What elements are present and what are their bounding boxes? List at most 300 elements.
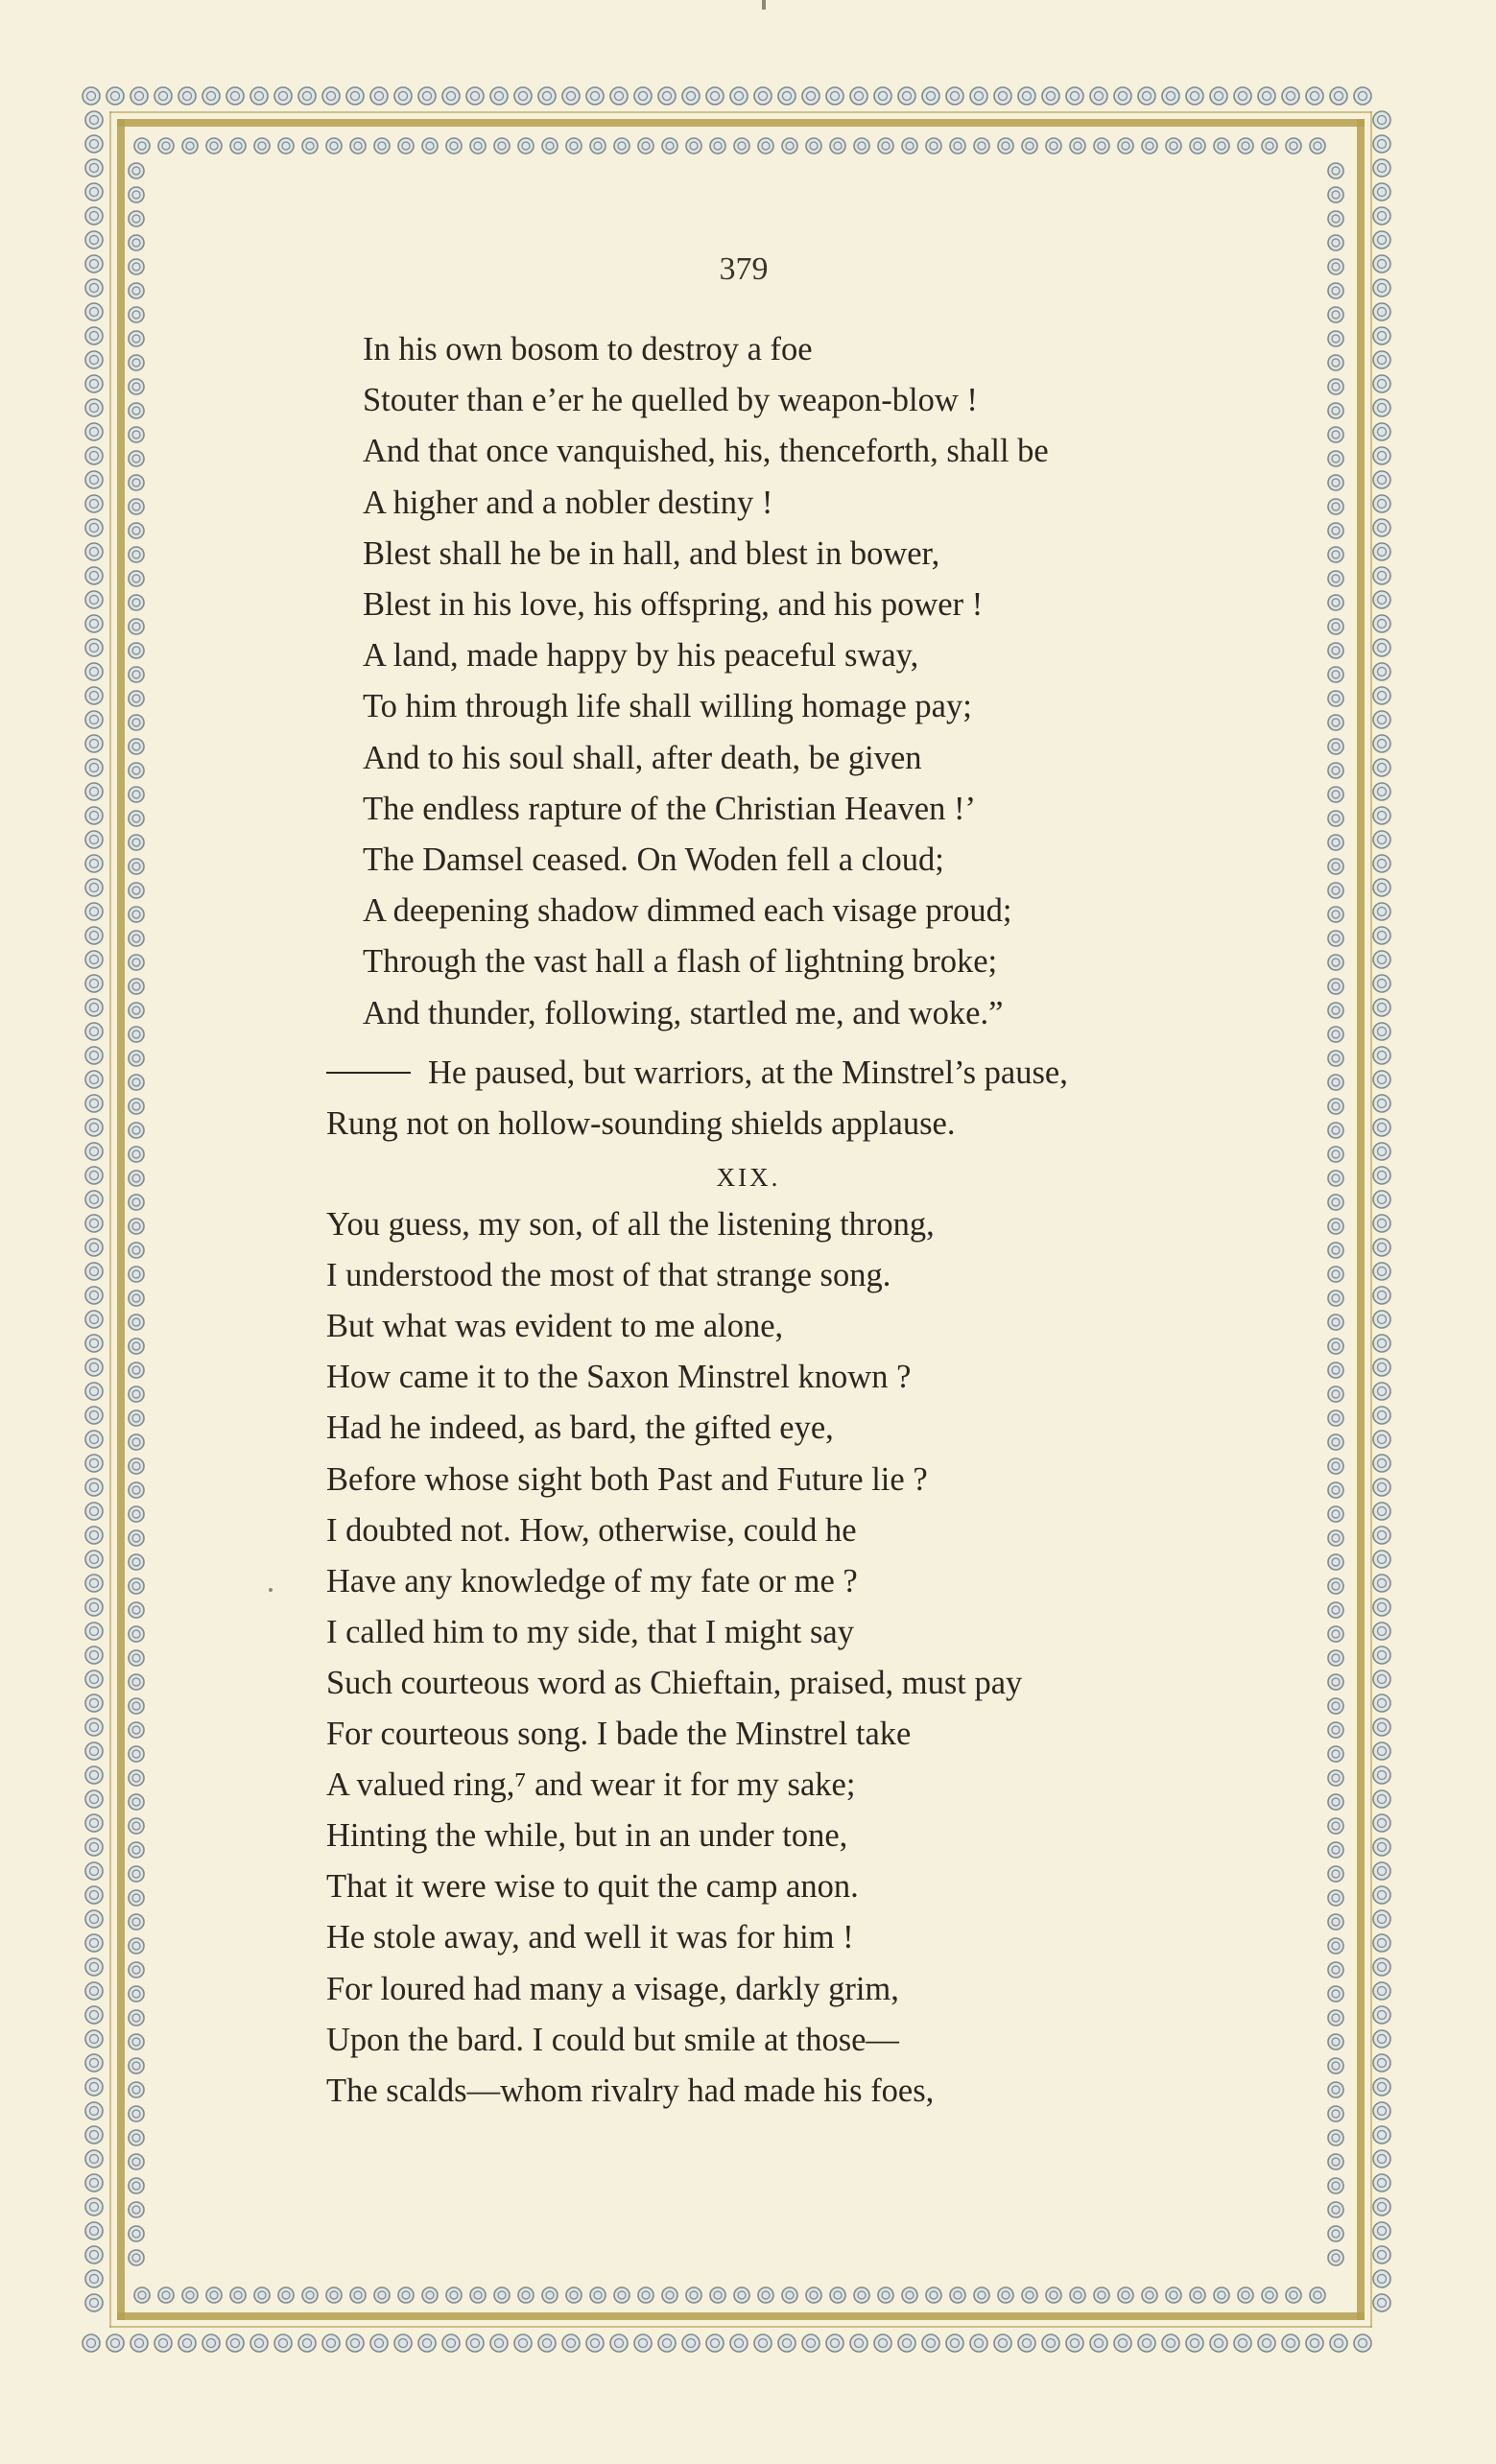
bead-ornament [1373, 1071, 1390, 1088]
bead-ornament [85, 1503, 103, 1520]
bead-ornament [1328, 1986, 1343, 2002]
bead-ornament [1328, 1219, 1343, 1234]
bead-ornament [1070, 2287, 1085, 2303]
bead-ornament [85, 2246, 103, 2263]
bead-ornament [85, 1455, 103, 1472]
verse-line: Blest shall he be in hall, and blest in bower, [363, 534, 940, 572]
bead-ornament [85, 2150, 103, 2168]
bead-ornament [129, 1195, 144, 1210]
verse-line: A higher and a nobler destiny ! [363, 484, 773, 521]
bead-ornament [1373, 711, 1390, 728]
bead-ornament [83, 2334, 100, 2352]
bead-ornament [85, 1551, 103, 1568]
bead-ornament [129, 1722, 144, 1738]
bead-ornament [129, 355, 144, 370]
bead-ornament [562, 87, 580, 105]
bead-ornament [1328, 763, 1343, 778]
bead-ornament [634, 2334, 652, 2352]
bead-ornament [394, 2334, 412, 2352]
bead-ornament [298, 2334, 316, 2352]
bead-ornament [1373, 759, 1390, 776]
bead-ornament [566, 2287, 582, 2303]
bead-ornament [85, 1838, 103, 1856]
bead-ornament [129, 2250, 144, 2265]
bead-ornament [1328, 595, 1343, 610]
bead-ornament [85, 495, 103, 512]
bead-ornament [1328, 1147, 1343, 1162]
bead-ornament [1373, 1814, 1390, 1832]
bead-ornament [1373, 1215, 1390, 1232]
bead-ornament [85, 1814, 103, 1832]
bead-ornament [806, 138, 821, 154]
bead-ornament [898, 2334, 915, 2352]
verse-line: The endless rapture of the Christian Heaven !’ [363, 790, 976, 827]
bead-ornament [994, 2334, 1011, 2352]
pause-dash [326, 1072, 411, 1074]
bead-ornament [538, 87, 556, 105]
verse-line: Hinting the while, but in an under tone, [326, 1817, 848, 1855]
bead-ornament [466, 2334, 484, 2352]
bead-ornament [129, 595, 144, 610]
bead-ornament [1373, 903, 1390, 920]
bead-ornament [1328, 1602, 1343, 1618]
bead-ornament [1373, 2246, 1390, 2263]
bead-ornament [1373, 783, 1390, 800]
bead-ornament [1328, 307, 1343, 322]
verse-line: Blest in his love, his offspring, and his power ! [363, 586, 984, 623]
bead-ornament [1373, 159, 1390, 177]
bead-ornament [1328, 643, 1343, 658]
bead-ornament [1328, 1506, 1343, 1522]
bead-ornament [1373, 135, 1390, 153]
verse-line: But what was evident to me alone, [326, 1308, 784, 1345]
bead-ornament [129, 691, 144, 706]
bead-ornament [1373, 1862, 1390, 1880]
bead-ornament [85, 1766, 103, 1784]
bead-ornament [85, 1599, 103, 1616]
bead-ornament [85, 1886, 103, 1904]
bead-ornament [1118, 2287, 1133, 2303]
bead-ornament [1042, 2334, 1059, 2352]
bead-ornament [1286, 2287, 1301, 2303]
bead-ornament [1258, 87, 1275, 105]
gold-frame-rule [109, 111, 111, 2328]
bead-ornament [658, 2334, 676, 2352]
bead-ornament [422, 138, 438, 154]
bead-ornament [1310, 138, 1325, 154]
bead-ornament [1328, 1315, 1343, 1330]
bead-ornament [85, 303, 103, 320]
bead-ornament [1354, 2334, 1371, 2352]
bead-ornament [129, 715, 144, 730]
verse-line: For courteous song. I bade the Minstrel take [326, 1716, 912, 1752]
verse-line: A deepening shadow dimmed each visage proud; [363, 892, 1012, 930]
bead-ornament [206, 2287, 222, 2303]
bead-ornament [1328, 1530, 1343, 1546]
bead-ornament [1328, 499, 1343, 514]
bead-ornament [1328, 1746, 1343, 1762]
bead-ornament [878, 2287, 893, 2303]
bead-ornament [1373, 1143, 1390, 1160]
bead-ornament [1328, 1003, 1343, 1018]
bead-ornament [1373, 1670, 1390, 1688]
bead-ornament [129, 2178, 144, 2193]
bead-ornament [1162, 2334, 1179, 2352]
bead-ornament [129, 859, 144, 874]
bead-ornament [1373, 327, 1390, 344]
bead-ornament [1142, 138, 1157, 154]
verse-line: Such courteous word as Chieftain, praised, must pay [326, 1664, 1023, 1701]
bead-ornament [1328, 1722, 1343, 1738]
bead-ornament [85, 1071, 103, 1088]
bead-ornament [1328, 1770, 1343, 1786]
bead-ornament [1328, 2058, 1343, 2073]
bead-ornament [922, 2334, 939, 2352]
bead-ornament [1328, 1554, 1343, 1570]
bead-ornament [129, 1051, 144, 1066]
bead-ornament [278, 2287, 294, 2303]
bead-ornament [129, 1458, 144, 1474]
bead-ornament [1373, 1407, 1390, 1424]
bead-ornament [1373, 1694, 1390, 1712]
bead-ornament [85, 1982, 103, 2000]
bead-ornament [158, 138, 174, 154]
bead-ornament [398, 2287, 414, 2303]
bead-ornament [85, 1191, 103, 1208]
bead-ornament [1373, 1191, 1390, 1208]
bead-ornament [610, 2334, 628, 2352]
bead-ornament [1306, 87, 1323, 105]
bead-ornament [1328, 1650, 1343, 1666]
bead-ornament [418, 2334, 436, 2352]
bead-ornament [902, 2287, 917, 2303]
bead-ornament [85, 999, 103, 1016]
bead-ornament [590, 138, 606, 154]
bead-ornament [1162, 87, 1179, 105]
bead-ornament [1328, 787, 1343, 802]
bead-ornament [1328, 2202, 1343, 2217]
bead-ornament [1373, 567, 1390, 584]
bead-ornament [1373, 951, 1390, 968]
bead-ornament [346, 87, 364, 105]
bead-ornament [706, 87, 724, 105]
bead-ornament [129, 1027, 144, 1042]
bead-ornament [202, 2334, 220, 2352]
bead-ornament [129, 1938, 144, 1954]
bead-ornament [1373, 1479, 1390, 1496]
bead-ornament [1328, 1075, 1343, 1090]
verse-line: A land, made happy by his peaceful sway, [363, 637, 919, 675]
bead-ornament [1118, 138, 1133, 154]
bead-ornament [1330, 87, 1347, 105]
bead-ornament [1373, 591, 1390, 608]
bead-ornament [970, 87, 987, 105]
bead-ornament [85, 111, 103, 129]
bead-ornament [85, 1215, 103, 1232]
bead-ornament [1373, 1095, 1390, 1112]
bead-ornament [322, 87, 340, 105]
bead-ornament [1262, 2287, 1277, 2303]
bead-ornament [129, 475, 144, 490]
bead-ornament [514, 87, 532, 105]
bead-ornament [758, 2287, 773, 2303]
bead-ornament [1373, 471, 1390, 488]
bead-ornament [1022, 138, 1037, 154]
bead-ornament [129, 1650, 144, 1666]
bead-ornament [1373, 1910, 1390, 1928]
bead-ornament [566, 138, 582, 154]
bead-ornament [370, 87, 388, 105]
bead-ornament [134, 138, 150, 154]
bead-ornament [442, 87, 460, 105]
bead-ornament [1210, 2334, 1227, 2352]
bead-ornament [1328, 187, 1343, 202]
bead-ornament [129, 283, 144, 298]
verse-line: To him through life shall willing homage pay; [363, 688, 972, 725]
bead-ornament [346, 2334, 364, 2352]
bead-ornament [1190, 2287, 1205, 2303]
bead-ornament [350, 138, 366, 154]
bead-ornament [129, 1674, 144, 1690]
bead-ornament [1328, 235, 1343, 250]
bead-ornament [129, 1147, 144, 1162]
bead-ornament [129, 1866, 144, 1882]
bead-ornament [778, 87, 795, 105]
bead-ornament [131, 87, 148, 105]
bead-ornament [590, 2287, 606, 2303]
bead-ornament [129, 1267, 144, 1282]
bead-ornament [85, 783, 103, 800]
bead-ornament [1373, 1431, 1390, 1448]
bead-ornament [1328, 475, 1343, 490]
bead-ornament [85, 879, 103, 896]
bead-ornament [85, 1647, 103, 1664]
bead-ornament [129, 1890, 144, 1906]
bead-ornament [1328, 379, 1343, 394]
bead-ornament [350, 2287, 366, 2303]
bead-ornament [129, 187, 144, 202]
bead-ornament [129, 2106, 144, 2121]
bead-ornament [830, 2287, 845, 2303]
bead-ornament [1373, 1551, 1390, 1568]
bead-ornament [1373, 1311, 1390, 1328]
bead-ornament [758, 138, 773, 154]
bead-ornament [1328, 1410, 1343, 1426]
bead-ornament [1282, 2334, 1299, 2352]
bead-ornament [129, 787, 144, 802]
bead-ornament [1328, 1123, 1343, 1138]
bead-ornament [107, 2334, 124, 2352]
bead-ornament [85, 1143, 103, 1160]
verse-line: Had he indeed, as bard, the gifted eye, [326, 1410, 834, 1447]
bead-ornament [1328, 1051, 1343, 1066]
bead-ornament [1373, 687, 1390, 704]
bead-ornament [158, 2287, 174, 2303]
bead-ornament [85, 951, 103, 968]
bead-ornament [1373, 2030, 1390, 2048]
bead-ornament [226, 2334, 244, 2352]
bead-ornament [1373, 615, 1390, 632]
bead-ornament [1373, 831, 1390, 848]
bead-ornament [129, 1410, 144, 1426]
verse-line: I understood the most of that strange song. [326, 1257, 891, 1294]
bead-ornament [1328, 2106, 1343, 2121]
bead-ornament [1328, 1938, 1343, 1954]
bead-ornament [250, 87, 268, 105]
bead-ornament [1262, 138, 1277, 154]
bead-ornament [850, 2334, 867, 2352]
bead-ornament [1373, 855, 1390, 872]
bead-ornament [1328, 1171, 1343, 1186]
bead-ornament [85, 2030, 103, 2048]
bead-ornament [1373, 1599, 1390, 1616]
bead-ornament [182, 2287, 198, 2303]
bead-ornament [446, 138, 462, 154]
bead-ornament [1328, 1291, 1343, 1306]
bead-ornament [85, 1670, 103, 1688]
bead-ornament [1328, 691, 1343, 706]
verse-line: Through the vast hall a flash of lightning broke; [363, 943, 998, 981]
bead-ornament [178, 2334, 196, 2352]
bead-ornament [734, 138, 749, 154]
bead-ornament [85, 615, 103, 632]
bead-ornament [826, 87, 843, 105]
bead-ornament [1373, 2102, 1390, 2120]
bead-ornament [85, 1694, 103, 1712]
bead-ornament [326, 2287, 342, 2303]
bead-ornament [85, 663, 103, 680]
bead-ornament [154, 87, 172, 105]
bead-ornament [1328, 1386, 1343, 1402]
bead-ornament [1114, 2334, 1131, 2352]
bead-ornament [1328, 859, 1343, 874]
bead-ornament [1373, 2222, 1390, 2239]
bead-ornament [85, 831, 103, 848]
bead-ornament [1238, 138, 1253, 154]
bead-ornament [782, 138, 797, 154]
bead-ornament [85, 1383, 103, 1400]
bead-ornament [1328, 211, 1343, 226]
bead-ornament [1022, 2287, 1037, 2303]
bead-ornament [1373, 375, 1390, 392]
bead-ornament [274, 2334, 292, 2352]
bead-ornament [1373, 543, 1390, 560]
verse-line: The Damsel ceased. On Woden fell a cloud; [363, 841, 944, 878]
bead-ornament [778, 2334, 795, 2352]
bead-ornament [129, 2130, 144, 2145]
bead-ornament [129, 2154, 144, 2169]
bead-ornament [638, 138, 653, 154]
bead-ornament [850, 87, 867, 105]
bead-ornament [85, 1119, 103, 1136]
bead-ornament [1258, 2334, 1275, 2352]
bead-ornament [1328, 1458, 1343, 1474]
bead-ornament [85, 639, 103, 656]
verse-line: He stole away, and well it was for him ! [326, 1919, 854, 1956]
verse-line: Before whose sight both Past and Future lie ? [326, 1460, 928, 1498]
bead-ornament [1328, 547, 1343, 562]
bead-ornament [1328, 1698, 1343, 1714]
bead-ornament [1328, 2034, 1343, 2049]
bead-ornament [129, 211, 144, 226]
bead-ornament [85, 591, 103, 608]
bead-ornament [129, 403, 144, 418]
bead-ornament [85, 2294, 103, 2311]
bead-ornament [1373, 1575, 1390, 1592]
bead-ornament [1328, 1962, 1343, 1978]
bead-ornament [1046, 2287, 1061, 2303]
bead-ornament [610, 87, 628, 105]
bead-ornament [85, 687, 103, 704]
verse-line: And to his soul shall, after death, be given [363, 739, 922, 776]
bead-ornament [782, 2287, 797, 2303]
bead-ornament [974, 2287, 989, 2303]
bead-ornament [826, 2334, 843, 2352]
bead-ornament [998, 138, 1013, 154]
bead-ornament [1373, 111, 1390, 129]
bead-ornament [1328, 451, 1343, 466]
bead-ornament [1328, 1842, 1343, 1858]
bead-ornament [1373, 1718, 1390, 1736]
bead-ornament [1373, 303, 1390, 320]
bead-ornament [85, 1862, 103, 1880]
bead-ornament [85, 807, 103, 824]
bead-ornament [1373, 1455, 1390, 1472]
bead-ornament [254, 138, 270, 154]
bead-ornament [1328, 331, 1343, 346]
bead-ornament [394, 87, 412, 105]
verse-line: And thunder, following, startled me, and woke.” [363, 994, 1004, 1031]
bead-ornament [85, 759, 103, 776]
bead-ornament [85, 2006, 103, 2024]
bead-ornament [926, 2287, 941, 2303]
verse-line: For loured had many a visage, darkly grim, [326, 1970, 899, 2007]
bead-ornament [1373, 423, 1390, 440]
bead-ornament [85, 279, 103, 296]
bead-ornament [1373, 1047, 1390, 1064]
bead-ornament [1328, 979, 1343, 994]
bead-ornament [802, 87, 819, 105]
bead-ornament [1328, 1866, 1343, 1882]
bead-ornament [1373, 207, 1390, 225]
bead-ornament [1373, 1239, 1390, 1256]
bead-ornament [85, 135, 103, 153]
bead-ornament [129, 1914, 144, 1930]
bead-ornament [830, 138, 845, 154]
bead-ornament [85, 1910, 103, 1928]
bead-ornament [129, 1339, 144, 1354]
bead-ornament [1328, 427, 1343, 442]
bead-ornament [1373, 639, 1390, 656]
bead-ornament [85, 1742, 103, 1760]
gold-frame-rule [1370, 111, 1372, 2328]
verse-line: How came it to the Saxon Minstrel known ? [326, 1359, 912, 1396]
bead-ornament [85, 567, 103, 584]
bead-ornament [202, 87, 220, 105]
verse-line: And that once vanquished, his, thenceforth, shall be [363, 433, 1049, 470]
bead-ornament [994, 87, 1011, 105]
verse-line: In his own bosom to destroy a foe [363, 331, 813, 367]
bead-ornament [1373, 2174, 1390, 2192]
bead-ornament [85, 1958, 103, 1976]
bead-ornament [662, 2287, 677, 2303]
bead-ornament [614, 138, 629, 154]
bead-ornament [1373, 1790, 1390, 1808]
bead-ornament [85, 1023, 103, 1040]
bead-ornament [946, 87, 963, 105]
verse-line: I doubted not. How, otherwise, could he [326, 1511, 857, 1549]
bead-ornament [1373, 1838, 1390, 1856]
